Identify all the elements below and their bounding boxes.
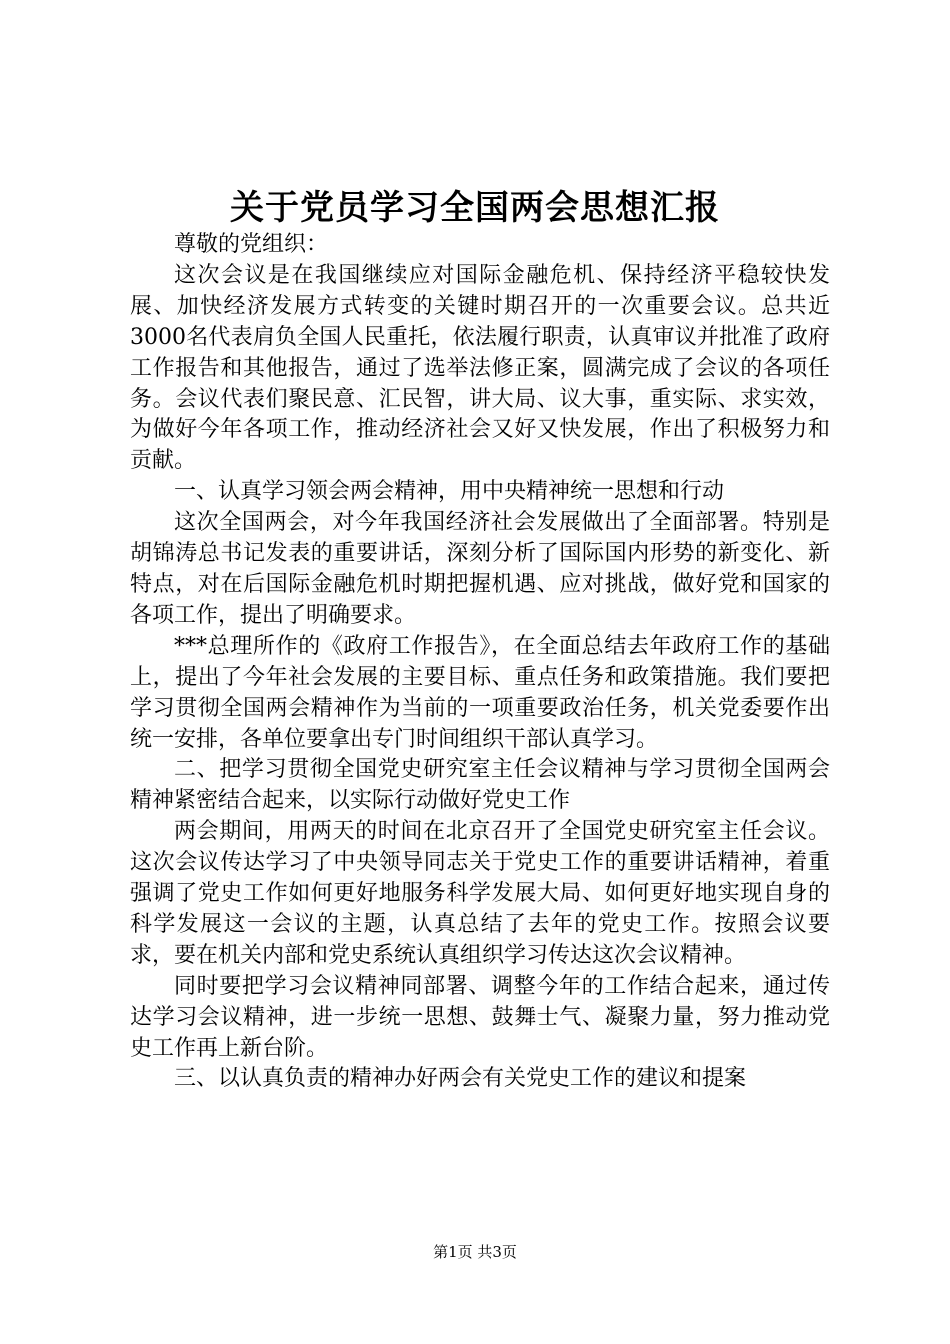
section-heading-3: 三、以认真负责的精神办好两会有关党史工作的建议和提案	[174, 1066, 747, 1092]
document-body	[130, 230, 830, 1095]
section-heading-1: 一、认真学习领会两会精神，用中央精神统一思想和行动	[174, 479, 725, 505]
paragraph: 同时要把学习会议精神同部署、调整今年的工作结合起来，通过传达学习会议精神，进一步统一思想、鼓舞士气、凝聚力量，努力推动党史工作再上新台阶。	[130, 973, 830, 1061]
paragraph: ***总理所作的《政府工作报告》，在全面总结去年政府工作的基础上，提出了今年社会发展的主要目标、重点任务和政策措施。我们要把学习贯彻全国两会精神作为当前的一项重要政治任务，机关党委要作出统一安排，各单位要拿出专门时间组织干部认真学习。	[130, 633, 830, 752]
paragraph: 这次全国两会，对今年我国经济社会发展做出了全面部署。特别是胡锦涛总书记发表的重要讲话，深刻分析了国际国内形势的新变化、新特点，对在后国际金融危机时期把握机遇、应对挑战，做好党和国家的各项工作，提出了明确要求。	[130, 510, 830, 628]
document-title: 关于党员学习全国两会思想汇报	[230, 188, 720, 228]
paragraph-intro: 这次会议是在我国继续应对国际金融危机、保持经济平稳较快发展、加快经济发展方式转变的关键时期召开的一次重要会议。总共近3000名代表肩负全国人民重托，依法履行职责，认真审议并批准了政府工作报告和其他报告，通过了选举法修正案，圆满完成了会议的各项任务。会议代表们聚民意、汇民智，讲大局、议大事，重实际、求实效，为做好今年各项工作，推动经济社会又好又快发展，作出了积极努力和贡献。	[130, 262, 830, 474]
salutation: 尊敬的党组织：	[174, 232, 329, 257]
section-heading-2: 二、把学习贯彻全国党史研究室主任会议精神与学习贯彻全国两会精神紧密结合起来，以实际行动做好党史工作	[130, 757, 830, 814]
page-number-footer: 第1页 共3页	[433, 1243, 517, 1261]
paragraph: 两会期间，用两天的时间在北京召开了全国党史研究室主任会议。这次会议传达学习了中央领导同志关于党史工作的重要讲话精神，着重强调了党史工作如何更好地服务科学发展大局、如何更好地实现自身的科学发展这一会议的主题，认真总结了去年的党史工作。按照会议要求，要在机关内部和党史系统认真组织学习传达这次会议精神。	[130, 819, 830, 968]
